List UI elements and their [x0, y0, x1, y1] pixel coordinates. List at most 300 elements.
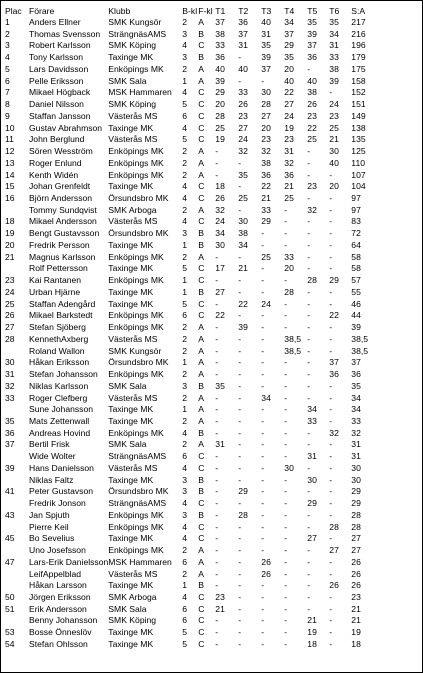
- place-cell: 8: [5, 99, 10, 110]
- t4-cell: -: [284, 204, 288, 215]
- place-cell: 1: [5, 17, 10, 27]
- fkl-cell: C: [198, 181, 205, 192]
- t4-cell: 29: [284, 40, 294, 51]
- t3-cell: 31: [261, 28, 271, 39]
- driver-cell: Jan Spjuth: [29, 509, 70, 520]
- t6-cell: 24: [329, 99, 339, 110]
- t3-cell: -: [261, 404, 265, 415]
- fkl-cell: C: [198, 263, 205, 274]
- driver-cell: Bosse Önneslöv: [29, 627, 92, 638]
- t1-cell: -: [215, 627, 219, 638]
- fkl-cell: C: [198, 498, 205, 509]
- bkl-cell: 5: [182, 263, 188, 274]
- total-cell: 38,5: [351, 333, 369, 344]
- total-cell: 149: [351, 110, 366, 121]
- t1-cell: -: [215, 509, 219, 520]
- t2-cell: 38: [238, 228, 248, 239]
- t4-cell: -: [284, 404, 288, 415]
- t1-cell: -: [215, 545, 219, 556]
- t3-cell: -: [261, 239, 265, 250]
- driver-cell: Björn Andersson: [29, 193, 93, 204]
- fkl-cell: C: [198, 216, 205, 227]
- table-row: [5, 334, 415, 346]
- t2-cell: -: [238, 204, 242, 215]
- t6-cell: 35: [329, 17, 339, 27]
- t3-cell: 37: [261, 63, 271, 74]
- t1-cell: 26: [215, 193, 225, 204]
- table-row: [5, 580, 415, 592]
- t2-cell: 34: [238, 239, 248, 250]
- t5-cell: 28: [307, 275, 317, 286]
- driver-cell: Benny Johansson: [29, 615, 98, 626]
- club-cell: SMK Kungsör: [108, 17, 162, 27]
- total-cell: 152: [351, 87, 366, 98]
- table-row: [5, 310, 415, 322]
- place-cell: 37: [5, 439, 15, 450]
- t4-cell: 30: [284, 462, 294, 473]
- club-cell: Västerås MS: [108, 134, 158, 145]
- total-cell: 217: [351, 17, 366, 27]
- table-row: [5, 181, 415, 193]
- driver-cell: Staffan Adengård: [29, 298, 96, 309]
- table-row: [5, 240, 415, 252]
- t6-cell: 27: [329, 545, 339, 556]
- bkl-cell: 2: [182, 392, 188, 403]
- club-cell: SMK Arboga: [108, 204, 157, 215]
- t3-cell: 35: [261, 40, 271, 51]
- driver-cell: Hans Danielsson: [29, 462, 94, 473]
- fkl-cell: C: [198, 627, 205, 638]
- t6-cell: 34: [329, 28, 339, 39]
- t1-cell: 28: [215, 110, 225, 121]
- t3-cell: -: [261, 580, 265, 591]
- total-cell: 29: [351, 486, 361, 497]
- t5-cell: -: [307, 369, 311, 380]
- club-cell: SträngnäsAMS: [108, 28, 167, 39]
- t6-cell: 33: [329, 52, 339, 63]
- total-cell: 31: [351, 451, 361, 462]
- t4-cell: -: [284, 380, 288, 391]
- t2-cell: -: [238, 392, 242, 403]
- fkl-cell: B: [198, 427, 205, 438]
- total-cell: 175: [351, 63, 366, 74]
- place-cell: 45: [5, 533, 15, 544]
- driver-cell: Sune Johansson: [29, 404, 94, 415]
- bkl-cell: 5: [182, 134, 188, 145]
- fkl-cell: A: [198, 392, 205, 403]
- t6-cell: -: [329, 474, 333, 485]
- t4-cell: 20: [284, 63, 294, 74]
- driver-cell: Bertil Frisk: [29, 439, 70, 450]
- bkl-cell: 3: [182, 28, 188, 39]
- fkl-cell: A: [198, 568, 205, 579]
- club-cell: Enköpings MK: [108, 63, 164, 74]
- t1-cell: -: [215, 533, 219, 544]
- driver-cell: Stefan Ohlsson: [29, 638, 88, 649]
- fkl-cell: C: [198, 591, 205, 602]
- total-cell: 196: [351, 40, 366, 51]
- place-cell: 51: [5, 603, 15, 614]
- t5-cell: -: [307, 556, 311, 567]
- fkl-cell: C: [198, 310, 205, 321]
- t1-cell: -: [215, 357, 219, 368]
- t3-cell: 30: [261, 87, 271, 98]
- bkl-cell: 4: [182, 533, 188, 544]
- table-row: [5, 17, 415, 29]
- t3-cell: -: [261, 545, 265, 556]
- table-row: [5, 615, 415, 627]
- t2-cell: 24: [238, 134, 248, 145]
- table-row: [5, 193, 415, 205]
- t3-cell: 29: [261, 216, 271, 227]
- t5-cell: -: [307, 427, 311, 438]
- header-total: S:A: [351, 6, 366, 16]
- t2-cell: 40: [238, 63, 248, 74]
- t5-cell: -: [307, 462, 311, 473]
- bkl-cell: 5: [182, 99, 188, 110]
- t6-cell: -: [329, 498, 333, 509]
- club-cell: Enköpings MK: [108, 545, 164, 556]
- t2-cell: 30: [238, 216, 248, 227]
- place-cell: [5, 580, 29, 592]
- t1-cell: 24: [215, 216, 225, 227]
- bkl-cell: 2: [182, 568, 188, 579]
- t3-cell: 40: [261, 17, 271, 27]
- t3-cell: -: [261, 275, 265, 286]
- t2-cell: -: [238, 580, 242, 591]
- club-cell: Västerås MS: [108, 568, 158, 579]
- bkl-cell: 6: [182, 110, 188, 121]
- driver-cell: Roger Enlund: [29, 157, 82, 168]
- fkl-cell: B: [198, 509, 205, 520]
- total-cell: 72: [351, 228, 361, 239]
- t4-cell: 35: [284, 52, 294, 63]
- place-cell: 32: [5, 380, 15, 391]
- t1-cell: -: [215, 415, 219, 426]
- table-row: [5, 428, 415, 440]
- driver-cell: Lars Davidsson: [29, 63, 89, 74]
- total-cell: 46: [351, 298, 361, 309]
- club-cell: Enköpings MK: [108, 521, 164, 532]
- table-row: [5, 123, 415, 135]
- fkl-cell: A: [198, 17, 205, 27]
- total-cell: 97: [351, 204, 361, 215]
- bkl-cell: 4: [182, 122, 188, 133]
- t4-cell: -: [284, 298, 288, 309]
- t5-cell: 18: [307, 638, 317, 649]
- t1-cell: -: [215, 275, 219, 286]
- place-cell: [5, 475, 29, 487]
- place-cell: 33: [5, 392, 15, 403]
- t5-cell: -: [307, 603, 311, 614]
- fkl-cell: B: [198, 380, 205, 391]
- t5-cell: -: [307, 568, 311, 579]
- t6-cell: -: [329, 251, 333, 262]
- t3-cell: -: [261, 498, 265, 509]
- t1-cell: -: [215, 146, 219, 157]
- driver-cell: Håkan Larsson: [29, 580, 87, 591]
- fkl-cell: B: [198, 239, 205, 250]
- t3-cell: -: [261, 75, 265, 86]
- t1-cell: -: [215, 427, 219, 438]
- t6-cell: 26: [329, 580, 339, 591]
- fkl-cell: A: [198, 146, 205, 157]
- table-row: [5, 498, 415, 510]
- total-cell: 19: [351, 627, 361, 638]
- driver-cell: Johan Grenfeldt: [29, 181, 91, 192]
- bkl-cell: 2: [182, 169, 188, 180]
- t5-cell: 37: [307, 40, 317, 51]
- header-t6: T6: [329, 6, 340, 16]
- t1-cell: 20: [215, 99, 225, 110]
- t3-cell: 39: [261, 52, 271, 63]
- bkl-cell: 5: [182, 627, 188, 638]
- table-row: [5, 381, 415, 393]
- t5-cell: 23: [307, 181, 317, 192]
- t6-cell: -: [329, 392, 333, 403]
- bkl-cell: 6: [182, 451, 188, 462]
- t2-cell: 31: [238, 40, 248, 51]
- fkl-cell: C: [198, 40, 205, 51]
- club-cell: SMK Kungsör: [108, 345, 162, 356]
- fkl-cell: C: [198, 638, 205, 649]
- t5-cell: -: [307, 169, 311, 180]
- fkl-cell: C: [198, 275, 205, 286]
- t6-cell: -: [329, 263, 333, 274]
- t2-cell: -: [238, 615, 242, 626]
- place-cell: 2: [5, 28, 10, 39]
- t6-cell: 38: [329, 63, 339, 74]
- club-cell: SMK Köping: [108, 40, 157, 51]
- bkl-cell: 1: [182, 286, 188, 297]
- t2-cell: -: [238, 498, 242, 509]
- header-t5: T5: [307, 6, 318, 16]
- driver-cell: Bengt Gustavsson: [29, 228, 100, 239]
- table-row: [5, 545, 415, 557]
- t3-cell: -: [261, 263, 265, 274]
- t4-cell: 25: [284, 193, 294, 204]
- driver-cell: Robert Karlsson: [29, 40, 91, 51]
- t4-cell: -: [284, 580, 288, 591]
- place-cell: [5, 263, 29, 275]
- total-cell: 28: [351, 509, 361, 520]
- fkl-cell: A: [198, 545, 205, 556]
- t2-cell: -: [238, 181, 242, 192]
- t6-cell: -: [329, 568, 333, 579]
- t5-cell: 23: [307, 110, 317, 121]
- t3-cell: 27: [261, 110, 271, 121]
- table-row: [5, 416, 415, 428]
- bkl-cell: 4: [182, 427, 188, 438]
- t4-cell: 34: [284, 17, 294, 27]
- table-row: [5, 134, 415, 146]
- t3-cell: -: [261, 369, 265, 380]
- t5-cell: -: [307, 591, 311, 602]
- t2-cell: -: [238, 474, 242, 485]
- driver-cell: Andreas Hovind: [29, 427, 91, 438]
- club-cell: Taxinge MK: [108, 580, 154, 591]
- table-row: [5, 252, 415, 264]
- fkl-cell: A: [198, 75, 205, 86]
- table-row: [5, 639, 415, 651]
- driver-cell: Anders Ellner: [29, 17, 81, 27]
- t1-cell: 17: [215, 263, 225, 274]
- club-cell: Enköpings MK: [108, 146, 164, 157]
- place-cell: 13: [5, 157, 15, 168]
- t3-cell: -: [261, 345, 265, 356]
- total-cell: 64: [351, 239, 361, 250]
- t4-cell: 23: [284, 134, 294, 145]
- table-row: [5, 592, 415, 604]
- t3-cell: 32: [261, 146, 271, 157]
- t5-cell: 19: [307, 627, 317, 638]
- total-cell: 31: [351, 439, 361, 450]
- bkl-cell: 2: [182, 439, 188, 450]
- bkl-cell: 4: [182, 521, 188, 532]
- bkl-cell: 4: [182, 87, 188, 98]
- place-cell: 50: [5, 591, 15, 602]
- table-row: [5, 463, 415, 475]
- t2-cell: 27: [238, 122, 248, 133]
- club-cell: Enköpings MK: [108, 169, 164, 180]
- bkl-cell: 3: [182, 228, 188, 239]
- t5-cell: -: [307, 509, 311, 520]
- t4-cell: -: [284, 322, 288, 333]
- fkl-cell: C: [198, 603, 205, 614]
- bkl-cell: 2: [182, 204, 188, 215]
- fkl-cell: B: [198, 474, 205, 485]
- club-cell: Taxinge MK: [108, 638, 154, 649]
- fkl-cell: C: [198, 462, 205, 473]
- t2-cell: 22: [238, 298, 248, 309]
- place-cell: 20: [5, 239, 15, 250]
- driver-cell: Rolf Pettersson: [29, 263, 88, 274]
- total-cell: 58: [351, 251, 361, 262]
- t6-cell: 32: [329, 427, 339, 438]
- place-cell: 5: [5, 63, 10, 74]
- t2-cell: -: [238, 439, 242, 450]
- driver-cell: Kenth Widén: [29, 169, 79, 180]
- t4-cell: -: [284, 486, 288, 497]
- t3-cell: 25: [261, 251, 271, 262]
- total-cell: 36: [351, 369, 361, 380]
- driver-cell: Bo Sevelius: [29, 533, 75, 544]
- table-row: [5, 486, 415, 498]
- place-cell: [5, 522, 29, 534]
- fkl-cell: C: [198, 615, 205, 626]
- place-cell: [5, 545, 29, 557]
- t6-cell: 31: [329, 40, 339, 51]
- table-row: [5, 87, 415, 99]
- fkl-cell: A: [198, 345, 205, 356]
- t6-cell: 40: [329, 157, 339, 168]
- table-row: [5, 627, 415, 639]
- t5-cell: 32: [307, 204, 317, 215]
- place-cell: 9: [5, 110, 10, 121]
- t3-cell: -: [261, 439, 265, 450]
- header-forare: Förare: [29, 6, 55, 16]
- total-cell: 216: [351, 28, 366, 39]
- club-cell: Taxinge MK: [108, 263, 154, 274]
- t3-cell: -: [261, 509, 265, 520]
- club-cell: Västerås MS: [108, 216, 158, 227]
- t2-cell: -: [238, 462, 242, 473]
- fkl-cell: C: [198, 110, 205, 121]
- club-cell: Enköpings MK: [108, 509, 164, 520]
- t2-cell: 28: [238, 509, 248, 520]
- t6-cell: -: [329, 345, 333, 356]
- t3-cell: -: [261, 521, 265, 532]
- bkl-cell: 6: [182, 310, 188, 321]
- t5-cell: 29: [307, 498, 317, 509]
- club-cell: Örsundsbro MK: [108, 357, 169, 368]
- fkl-cell: B: [198, 52, 205, 63]
- header-fkl: F-kl: [198, 6, 213, 16]
- t3-cell: -: [261, 415, 265, 426]
- bkl-cell: 2: [182, 63, 188, 74]
- club-cell: SMK Arboga: [108, 591, 157, 602]
- t4-cell: 24: [284, 110, 294, 121]
- driver-cell: Stefan Johansson: [29, 369, 98, 380]
- driver-cell: Mikael Högback: [29, 87, 91, 98]
- t6-cell: -: [329, 486, 333, 497]
- t5-cell: -: [307, 439, 311, 450]
- place-cell: 27: [5, 322, 15, 333]
- t1-cell: -: [215, 521, 219, 532]
- club-cell: Enköpings MK: [108, 275, 164, 286]
- t2-cell: -: [238, 638, 242, 649]
- t1-cell: -: [215, 486, 219, 497]
- club-cell: Västerås MS: [108, 462, 158, 473]
- table-row: [5, 287, 415, 299]
- table-row: [5, 111, 415, 123]
- table-row: [5, 475, 415, 487]
- place-cell: 14: [5, 169, 15, 180]
- total-cell: 57: [351, 275, 361, 286]
- club-cell: SträngnäsAMS: [108, 451, 167, 462]
- t5-cell: 40: [307, 75, 317, 86]
- total-cell: 21: [351, 615, 361, 626]
- driver-cell: Fredrik Persson: [29, 239, 90, 250]
- club-cell: Enköpings MK: [108, 310, 164, 321]
- total-cell: 179: [351, 52, 366, 63]
- place-cell: [5, 205, 29, 217]
- total-cell: 28: [351, 521, 361, 532]
- t2-cell: -: [238, 369, 242, 380]
- t4-cell: -: [284, 509, 288, 520]
- total-cell: 97: [351, 193, 361, 204]
- t2-cell: -: [238, 275, 242, 286]
- t1-cell: 37: [215, 17, 225, 27]
- t3-cell: -: [261, 474, 265, 485]
- total-cell: 55: [351, 286, 361, 297]
- t1-cell: -: [215, 556, 219, 567]
- driver-cell: Wide Wolter: [29, 451, 76, 462]
- table-row: [5, 569, 415, 581]
- driver-cell: Mikael Barkstedt: [29, 310, 93, 321]
- t1-cell: 18: [215, 181, 225, 192]
- table-row: [5, 216, 415, 228]
- t6-cell: -: [329, 333, 333, 344]
- fkl-cell: A: [198, 204, 205, 215]
- fkl-cell: B: [198, 286, 205, 297]
- t2-cell: -: [238, 603, 242, 614]
- t2-cell: -: [238, 533, 242, 544]
- total-cell: 34: [351, 404, 361, 415]
- table-row: [5, 99, 415, 111]
- t1-cell: -: [215, 345, 219, 356]
- t5-cell: -: [307, 263, 311, 274]
